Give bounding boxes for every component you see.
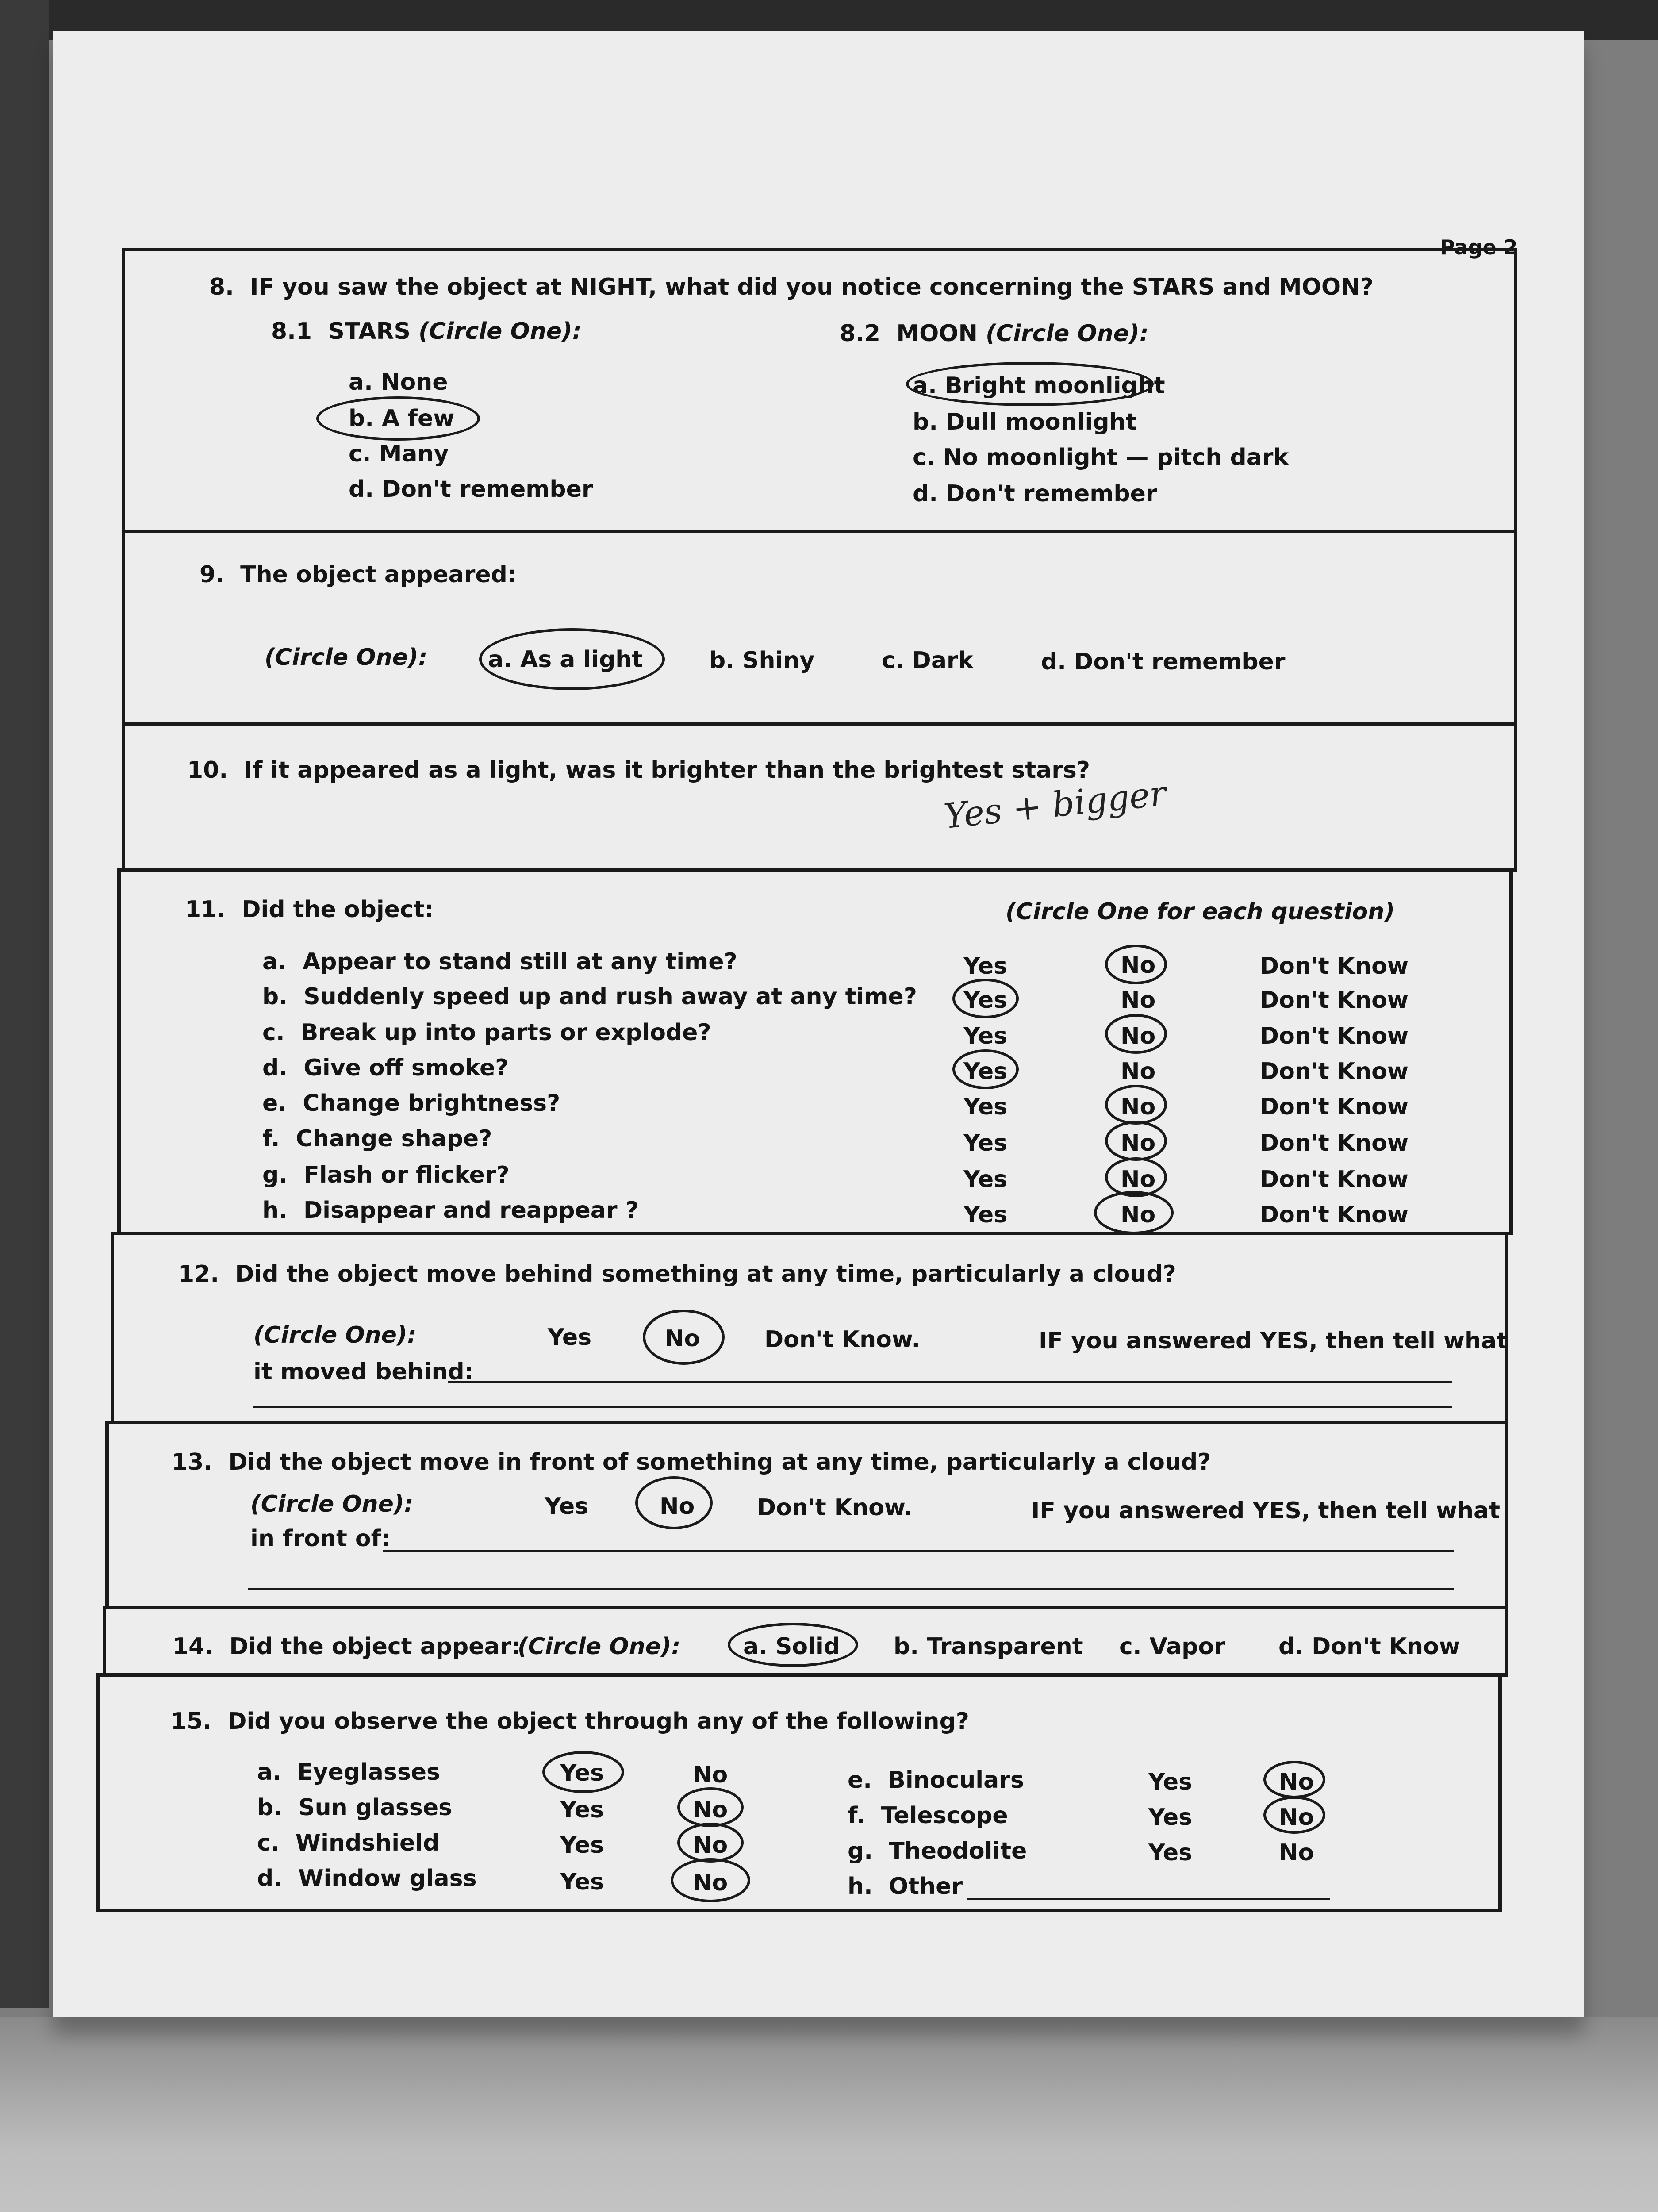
question-13-number: 13. — [172, 1449, 213, 1475]
row-g-yes[interactable]: Yes — [963, 1166, 1008, 1193]
q15-item-d-yes[interactable]: Yes — [560, 1869, 604, 1895]
row-a-yes[interactable]: Yes — [963, 953, 1008, 979]
q15-item-d-no[interactable]: No — [693, 1870, 728, 1896]
question-11-text: Did the object: — [242, 896, 434, 923]
moon-label: MOON — [896, 320, 978, 347]
row-e-no[interactable]: No — [1121, 1094, 1156, 1120]
row-f-text: f. Change shape? — [262, 1125, 492, 1152]
question-12-no[interactable]: No — [665, 1325, 700, 1352]
row-b-answer-circle — [952, 979, 1019, 1018]
question-12-section — [111, 1232, 1508, 1424]
q15-item-c: c. Windshield — [257, 1830, 440, 1856]
question-12-followup: IF you answered YES, then tell what — [1039, 1328, 1508, 1354]
q15-item-g: g. Theodolite — [848, 1838, 1027, 1864]
question-12-answer-line-2 — [253, 1406, 1452, 1408]
question-12-answer-circle — [643, 1310, 725, 1365]
question-9-answer-circle — [479, 628, 665, 690]
q15-item-d-answer-circle — [671, 1858, 750, 1902]
q15-item-d: d. Window glass — [257, 1865, 477, 1892]
question-10-handwritten-answer: Yes + bigger — [942, 773, 1168, 837]
row-a-dont-know[interactable]: Don't Know — [1260, 953, 1409, 979]
q15-item-e-yes[interactable]: Yes — [1148, 1769, 1193, 1795]
question-11-number: 11. — [185, 896, 226, 923]
page-number: Page 2 — [1440, 235, 1518, 259]
question-14-option-c[interactable]: c. Vapor — [1119, 1633, 1225, 1660]
question-9-option-d[interactable]: d. Don't remember — [1041, 649, 1286, 675]
question-13-answer-line-2 — [248, 1588, 1454, 1590]
row-d-no[interactable]: No — [1121, 1058, 1156, 1085]
question-9-option-a[interactable]: a. As a light — [488, 646, 643, 673]
stars-option-c[interactable]: c. Many — [349, 441, 449, 467]
q15-item-a-yes[interactable]: Yes — [560, 1760, 604, 1786]
row-g-text: g. Flash or flicker? — [262, 1162, 510, 1188]
question-9-option-c[interactable]: c. Dark — [882, 647, 974, 674]
question-13-text: Did the object move in front of something at any time, particularly a cloud? — [228, 1449, 1211, 1475]
question-8-number: 8. — [209, 274, 234, 300]
q15-item-h: h. Other — [848, 1873, 963, 1900]
question-12-number: 12. — [178, 1261, 219, 1287]
row-f-no[interactable]: No — [1121, 1130, 1156, 1156]
question-14-instruction: (Circle One): — [518, 1633, 681, 1660]
scan-background-bottom — [0, 2017, 1658, 2212]
question-11-instruction: (Circle One for each question) — [1006, 899, 1395, 925]
q15-item-e-no[interactable]: No — [1279, 1769, 1314, 1795]
question-12-followup-label: it moved behind: — [253, 1359, 474, 1385]
row-a-no[interactable]: No — [1121, 952, 1156, 979]
moon-instruction: (Circle One): — [986, 320, 1149, 347]
row-d-dont-know[interactable]: Don't Know — [1260, 1058, 1409, 1085]
question-14-text: Did the object appear: — [229, 1633, 521, 1660]
moon-option-b[interactable]: b. Dull moonlight — [913, 409, 1137, 435]
row-f-dont-know[interactable]: Don't Know — [1260, 1130, 1409, 1156]
row-c-text: c. Break up into parts or explode? — [262, 1019, 711, 1046]
question-10-section — [122, 722, 1517, 872]
question-12-dont-know[interactable]: Don't Know. — [764, 1326, 921, 1353]
stars-option-a[interactable]: a. None — [349, 369, 448, 396]
question-13-answer-line-1 — [383, 1550, 1454, 1552]
question-13-section — [105, 1421, 1508, 1609]
question-13-no[interactable]: No — [660, 1493, 695, 1520]
row-d-answer-circle — [952, 1049, 1019, 1089]
row-h-dont-know[interactable]: Don't Know — [1260, 1202, 1409, 1228]
row-f-answer-circle — [1105, 1121, 1167, 1161]
row-c-yes[interactable]: Yes — [963, 1023, 1008, 1049]
question-9-section — [122, 530, 1517, 726]
q15-item-b-yes[interactable]: Yes — [560, 1797, 604, 1823]
row-b-no[interactable]: No — [1121, 987, 1156, 1014]
row-h-yes[interactable]: Yes — [963, 1202, 1008, 1228]
question-10-text: If it appeared as a light, was it brighter than the brightest stars? — [244, 757, 1090, 783]
question-9-instruction: (Circle One): — [265, 644, 428, 671]
q15-item-c-no[interactable]: No — [693, 1832, 728, 1859]
question-13-followup: IF you answered YES, then tell what — [1031, 1498, 1500, 1524]
q15-item-f-yes[interactable]: Yes — [1148, 1804, 1193, 1831]
q15-item-f-answer-circle — [1263, 1796, 1325, 1834]
question-14-answer-circle — [728, 1623, 858, 1667]
question-14-section — [103, 1606, 1508, 1677]
row-e-dont-know[interactable]: Don't Know — [1260, 1094, 1409, 1120]
row-h-answer-circle — [1094, 1191, 1174, 1234]
row-g-no[interactable]: No — [1121, 1166, 1156, 1193]
row-h-text: h. Disappear and reappear ? — [262, 1197, 639, 1224]
moon-option-a[interactable]: a. Bright moonlight — [913, 373, 1165, 399]
q15-item-b: b. Sun glasses — [257, 1794, 453, 1821]
question-8-text: IF you saw the object at NIGHT, what did you notice concerning the STARS and MOON? — [250, 274, 1374, 300]
question-9-option-b[interactable]: b. Shiny — [709, 647, 815, 674]
question-13-dont-know[interactable]: Don't Know. — [757, 1494, 913, 1521]
row-h-no[interactable]: No — [1121, 1202, 1156, 1228]
question-15-section — [96, 1673, 1502, 1912]
row-b-yes[interactable]: Yes — [963, 987, 1008, 1014]
moon-option-d[interactable]: d. Don't remember — [913, 480, 1157, 507]
stars-number: 8.1 — [271, 318, 312, 345]
row-d-text: d. Give off smoke? — [262, 1055, 509, 1081]
row-b-text: b. Suddenly speed up and rush away at any time? — [262, 983, 917, 1010]
scan-border-left — [0, 0, 49, 2008]
moon-number: 8.2 — [840, 320, 881, 347]
q15-item-e: e. Binoculars — [848, 1767, 1024, 1793]
question-12-text: Did the object move behind something at any time, particularly a cloud? — [235, 1261, 1176, 1287]
q15-item-b-answer-circle — [677, 1787, 744, 1827]
question-9-number: 9. — [200, 561, 224, 588]
question-10-number: 10. — [187, 757, 228, 783]
row-a-text: a. Appear to stand still at any time? — [262, 949, 737, 975]
row-a-answer-circle — [1105, 945, 1167, 984]
q15-item-c-answer-circle — [677, 1823, 744, 1863]
q15-item-g-yes[interactable]: Yes — [1148, 1839, 1193, 1866]
q15-item-g-no[interactable]: No — [1279, 1839, 1314, 1866]
row-e-yes[interactable]: Yes — [963, 1094, 1008, 1120]
row-g-dont-know[interactable]: Don't Know — [1260, 1166, 1409, 1193]
q15-other-answer-line — [967, 1898, 1330, 1900]
question-13-instruction: (Circle One): — [250, 1491, 414, 1517]
question-13-followup-label: in front of: — [250, 1525, 391, 1552]
stars-option-b[interactable]: b. A few — [349, 405, 455, 432]
row-e-text: e. Change brightness? — [262, 1090, 560, 1117]
row-f-yes[interactable]: Yes — [963, 1130, 1008, 1156]
question-13-answer-circle — [635, 1476, 713, 1529]
question-12-instruction: (Circle One): — [253, 1322, 417, 1348]
q15-item-e-answer-circle — [1263, 1761, 1325, 1798]
row-d-yes[interactable]: Yes — [963, 1058, 1008, 1085]
q15-item-f: f. Telescope — [848, 1802, 1008, 1829]
question-14-option-b[interactable]: b. Transparent — [894, 1633, 1083, 1660]
stars-option-d[interactable]: d. Don't remember — [349, 476, 593, 503]
question-15-text: Did you observe the object through any of the following? — [227, 1708, 969, 1735]
q15-item-a: a. Eyeglasses — [257, 1759, 441, 1786]
stars-label: STARS — [328, 318, 411, 345]
question-15-number: 15. — [171, 1708, 212, 1735]
moon-answer-circle — [906, 362, 1154, 406]
question-14-number: 14. — [173, 1633, 214, 1660]
question-12-answer-line-1 — [448, 1381, 1452, 1383]
stars-instruction: (Circle One): — [418, 318, 582, 345]
stars-answer-circle — [316, 396, 480, 441]
question-12-yes[interactable]: Yes — [548, 1324, 592, 1351]
row-c-no[interactable]: No — [1121, 1023, 1156, 1049]
row-c-answer-circle — [1105, 1014, 1167, 1054]
question-14-option-a[interactable]: a. Solid — [743, 1633, 840, 1660]
question-11-section — [117, 868, 1513, 1235]
q15-item-a-answer-circle — [542, 1751, 624, 1793]
question-9-text: The object appeared: — [240, 561, 517, 588]
question-13-yes[interactable]: Yes — [545, 1493, 589, 1520]
row-b-dont-know[interactable]: Don't Know — [1260, 987, 1409, 1014]
q15-item-c-yes[interactable]: Yes — [560, 1832, 604, 1859]
row-e-answer-circle — [1105, 1085, 1167, 1125]
row-c-dont-know[interactable]: Don't Know — [1260, 1023, 1409, 1049]
q15-item-b-no[interactable]: No — [693, 1797, 728, 1823]
moon-option-c[interactable]: c. No moonlight — pitch dark — [913, 444, 1289, 471]
question-8-section — [122, 248, 1517, 533]
q15-item-a-no[interactable]: No — [693, 1762, 728, 1788]
q15-item-f-no[interactable]: No — [1279, 1804, 1314, 1831]
question-14-option-d[interactable]: d. Don't Know — [1278, 1633, 1460, 1660]
